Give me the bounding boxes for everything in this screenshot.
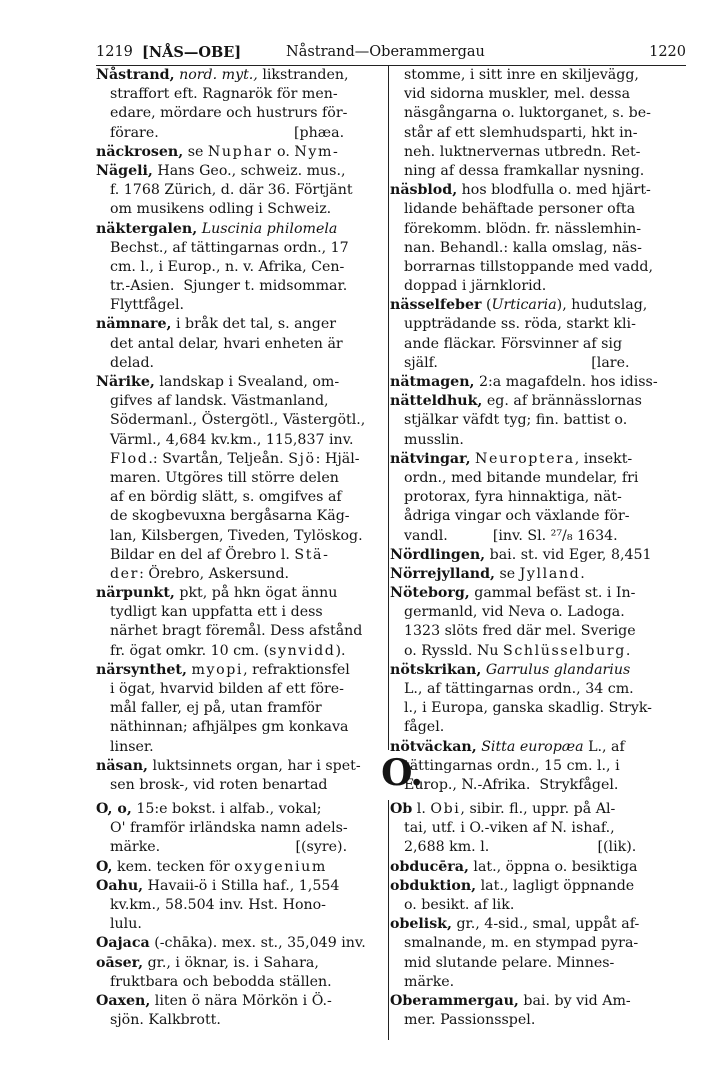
entry-text: stjälkar väfdt tyg; fin. battist o. bbox=[404, 412, 628, 429]
entry-headword: närpunkt, bbox=[96, 585, 175, 602]
entry-text: märke. [(syre). bbox=[110, 839, 348, 856]
entry-text: linser. bbox=[110, 738, 154, 755]
entry-text: lan, Kilsbergen, Tiveden, Tylöskog. bbox=[110, 527, 363, 544]
entry-headword: Oajaca bbox=[96, 935, 150, 952]
entry-spaced: Flod bbox=[110, 450, 149, 467]
entry-text: L., af bbox=[583, 738, 625, 755]
column-2 bbox=[390, 66, 686, 795]
entry-headword-line bbox=[96, 661, 386, 680]
entry-headword: O, o, bbox=[96, 801, 132, 817]
entry-text: smalnande, m. en stympad pyra- bbox=[404, 935, 639, 952]
entry-text: likstranden, bbox=[257, 67, 349, 83]
entry-headword: Oaxen, bbox=[96, 992, 151, 1009]
entry-text: o. Ryssld. Nu bbox=[404, 642, 504, 659]
entry-headword: Nåstrand, bbox=[96, 67, 175, 83]
entry-text: Havaii-ö i Stilla haf., 1,554 bbox=[143, 877, 340, 894]
entry-spaced: oxygenium bbox=[234, 858, 327, 875]
entry-text: fr. ögat omkr. 10 cm. ( bbox=[110, 642, 270, 659]
entry-text-line bbox=[390, 469, 686, 488]
entry-headword-line bbox=[390, 450, 686, 469]
entry-text-line bbox=[390, 258, 686, 277]
entry-headword-line bbox=[96, 220, 386, 239]
entry-headword: Nörrejylland, bbox=[390, 565, 495, 582]
entry-text: luktsinnets organ, har i spet- bbox=[147, 757, 361, 774]
entry-text: doppad i järnklorid. bbox=[404, 278, 547, 295]
entry-text-line bbox=[96, 200, 386, 219]
entry-text: gr., i öknar, is. i Sahara, bbox=[143, 954, 319, 971]
entry-text: uppträdande ss. röda, starkt kli- bbox=[404, 316, 636, 333]
entry-text-line bbox=[390, 896, 686, 915]
entry-text-line bbox=[96, 335, 386, 354]
entry-text: 2:a magafdeln. hos idiss- bbox=[474, 374, 658, 390]
entry-text-line bbox=[390, 507, 686, 526]
entry-headword-line bbox=[96, 877, 386, 896]
entry-text-line bbox=[390, 776, 686, 795]
entry-text: i ögat, hvarvid bilden af ett före- bbox=[110, 681, 344, 697]
entry-headword-line bbox=[96, 315, 386, 334]
entry-italic: Urticaria bbox=[491, 297, 557, 314]
entry-text-line bbox=[96, 546, 386, 565]
entry-headword-line bbox=[96, 143, 386, 162]
entry-headword: Oberammergau, bbox=[390, 992, 519, 1009]
entry-text: o. besikt. af lik. bbox=[404, 896, 515, 913]
entry-text: protorax, fyra hinnaktiga, nät- bbox=[404, 489, 622, 506]
entry-text-line bbox=[390, 66, 686, 85]
entry-italic: nord. myt., bbox=[179, 67, 258, 83]
entry-text: delad. bbox=[110, 354, 155, 371]
entry-text: o. bbox=[272, 143, 295, 160]
column-divider-bottom bbox=[388, 800, 389, 1040]
entry-text: (-chāka). mex. st., 35,049 inv. bbox=[149, 935, 366, 952]
entry-text-line bbox=[96, 642, 386, 661]
entry-text-line bbox=[96, 819, 386, 838]
entry-headword-line bbox=[390, 858, 686, 877]
entry-text-line bbox=[96, 718, 386, 737]
entry-text-line bbox=[390, 642, 686, 661]
entry-headword: nätteldhuk, bbox=[390, 393, 483, 410]
entry-text: lidande behäftade personer ofta bbox=[404, 201, 636, 218]
entry-text: Hans Geo., schweiz. mus., bbox=[152, 162, 346, 179]
entry-headword: nätvingar, bbox=[390, 450, 471, 467]
entry-text: tydligt kan uppfatta ett i dess bbox=[110, 604, 323, 621]
entry-text: mid slutande pelare. Minnes- bbox=[404, 954, 615, 971]
entry-text: eg. af brännässlornas bbox=[482, 393, 642, 410]
entry-text-line bbox=[96, 85, 386, 104]
entry-text: hos blodfulla o. med hjärt- bbox=[457, 182, 651, 199]
entry-headword-line bbox=[390, 800, 686, 819]
entry-text-line bbox=[96, 622, 386, 641]
entry-headword: näsblod, bbox=[390, 182, 458, 199]
entry-text-line bbox=[96, 527, 386, 546]
entry-text: näthinnan; afhjälpes gm konkava bbox=[110, 719, 349, 736]
entry-text: det antal delar, hvari enheten är bbox=[110, 335, 343, 352]
entry-text: 2,688 km. l. [(lik). bbox=[404, 839, 637, 856]
entry-headword: Närike, bbox=[96, 374, 155, 390]
entry-text: vid sidorna muskler, mel. dessa bbox=[404, 86, 631, 103]
entry-text-line bbox=[96, 973, 386, 992]
entry-text-line bbox=[96, 738, 386, 757]
entry-text: kem. tecken för bbox=[112, 858, 235, 875]
entry-text: , refraktionsfel bbox=[243, 661, 350, 678]
entry-text-line bbox=[96, 239, 386, 258]
entry-headword: nötväckan, bbox=[390, 738, 477, 755]
entry-text-line bbox=[390, 162, 686, 181]
entry-text: näsgångarna o. luktorganet, s. be- bbox=[404, 105, 651, 122]
entry-text: , sibir. fl., uppr. på Al- bbox=[460, 801, 616, 817]
entry-text: lat., lagligt öppnande bbox=[476, 877, 635, 894]
column-1 bbox=[96, 66, 386, 795]
entry-text: står af ett slemhudsparti, hkt in- bbox=[404, 124, 638, 141]
entry-headword-line bbox=[96, 954, 386, 973]
entry-text: tai, utf. i O.-viken af N. ishaf., bbox=[404, 820, 615, 837]
entry-text-line bbox=[96, 277, 386, 296]
entry-headword-line bbox=[96, 373, 386, 392]
entry-text: nan. Behandl.: kalla omslag, näs- bbox=[404, 239, 642, 256]
entry-text: sjön. Kalkbrott. bbox=[110, 1012, 221, 1029]
entry-headword-line bbox=[96, 800, 386, 819]
entry-text: se bbox=[183, 143, 208, 160]
entry-text: Europ., N.-Afrika. Strykfågel. bbox=[404, 776, 619, 793]
entry-italic: Garrulus glandarius bbox=[485, 661, 631, 678]
entry-headword-line bbox=[390, 661, 686, 680]
entry-text-line bbox=[390, 680, 686, 699]
entry-headword-line bbox=[390, 915, 686, 934]
entry-text-line bbox=[390, 622, 686, 641]
entry-text: borrarnas tillstoppande med vadd, bbox=[404, 258, 653, 275]
entry-headword: Ob bbox=[390, 801, 413, 817]
entry-text: själf. [lare. bbox=[404, 354, 630, 371]
entry-text: Värml., 4,684 kv.km., 115,837 inv. bbox=[110, 431, 354, 448]
entry-text: gammal befäst st. i In- bbox=[469, 585, 636, 602]
entry-text-line bbox=[96, 450, 386, 469]
header-range: [NÅS—OBE] bbox=[142, 44, 242, 61]
entry-text-line bbox=[96, 776, 386, 795]
running-title: Nåstrand—Oberammergau bbox=[286, 44, 485, 60]
entry-headword-line bbox=[390, 546, 686, 565]
entry-text: ( bbox=[481, 297, 492, 314]
entry-text-line bbox=[390, 354, 686, 373]
entry-text-line bbox=[390, 335, 686, 354]
entry-text-line bbox=[390, 200, 686, 219]
entry-text-line bbox=[390, 488, 686, 507]
entry-text: , insekt- bbox=[574, 450, 633, 467]
entry-text: l., i Europa, ganska skadlig. Stryk- bbox=[404, 700, 652, 717]
entry-headword: närsynthet, bbox=[96, 661, 187, 678]
entry-text-line bbox=[96, 392, 386, 411]
entry-text: ). bbox=[335, 642, 346, 659]
entry-headword-line bbox=[390, 565, 686, 584]
entry-text: gr., 4-sid., smal, uppåt af- bbox=[451, 916, 640, 933]
entry-spaced: Nuphar bbox=[207, 143, 273, 160]
entry-headword-line bbox=[390, 877, 686, 896]
entry-text-line bbox=[390, 954, 686, 973]
entry-headword: obducēra, bbox=[390, 858, 469, 875]
entry-text: pkt, på hkn ögat ännu bbox=[174, 585, 338, 602]
entry-headword: nässelfeber bbox=[390, 297, 482, 314]
entry-headword: nätmagen, bbox=[390, 374, 475, 390]
entry-text: mål faller, ej på, utan framför bbox=[110, 700, 322, 717]
entry-text-line bbox=[390, 699, 686, 718]
entry-text: neh. luktnervernas utbredn. Ret- bbox=[404, 143, 641, 160]
entry-text: edare, mördare och hustrurs för- bbox=[110, 105, 348, 122]
entry-text: lulu. bbox=[110, 916, 142, 933]
column-divider-top bbox=[388, 66, 389, 750]
page-header bbox=[96, 44, 686, 64]
entry-text-line bbox=[96, 354, 386, 373]
entry-text-line bbox=[390, 220, 686, 239]
entry-spaced: synvidd bbox=[269, 642, 336, 659]
entry-spaced: Jylland bbox=[519, 565, 581, 582]
entry-spaced: Schlüsselburg bbox=[503, 642, 626, 659]
entry-text: ordn., med bitande mundelar, fri bbox=[404, 469, 639, 486]
entry-text: landskap i Svealand, om- bbox=[154, 374, 340, 390]
entry-text-line bbox=[390, 143, 686, 162]
entry-text: musslin. bbox=[404, 431, 464, 448]
entry-text-line bbox=[390, 431, 686, 450]
entry-text: ning af dessa framkallar nysning. bbox=[404, 162, 645, 179]
entry-text-line bbox=[390, 411, 686, 430]
entry-text-line bbox=[96, 603, 386, 622]
entry-headword: obduktion, bbox=[390, 877, 477, 894]
entry-text: Flyttfågel. bbox=[110, 297, 185, 314]
entry-text-line bbox=[96, 699, 386, 718]
entry-text: tr.-Asien. Sjunger t. midsommar. bbox=[110, 278, 348, 295]
entry-text-line bbox=[390, 973, 686, 992]
entry-spaced: der bbox=[110, 565, 140, 582]
entry-headword-line bbox=[96, 934, 386, 953]
entry-text-line bbox=[390, 239, 686, 258]
entry-headword: näsan, bbox=[96, 757, 148, 774]
entry-text-line bbox=[390, 838, 686, 857]
entry-text: mer. Passionsspel. bbox=[404, 1012, 536, 1029]
entry-headword-line bbox=[390, 738, 686, 757]
entry-text: kv.km., 58.504 inv. Hst. Hono- bbox=[110, 896, 326, 913]
entry-spaced: Sjö bbox=[288, 450, 316, 467]
entry-text: : Örebro, Askersund. bbox=[139, 565, 290, 582]
entry-italic: Sitta europæa bbox=[481, 738, 584, 755]
entry-text-line bbox=[96, 411, 386, 430]
entry-text-line bbox=[96, 181, 386, 200]
entry-text: Södermanl., Östergötl., Västergötl., bbox=[110, 412, 366, 429]
entry-headword-line bbox=[390, 392, 686, 411]
page-number-right: 1220 bbox=[649, 44, 686, 60]
entry-headword-line bbox=[390, 296, 686, 315]
entry-headword-line bbox=[96, 162, 386, 181]
entry-headword: näckrosen, bbox=[96, 143, 184, 160]
entry-headword-line bbox=[390, 992, 686, 1011]
entry-text: germanld, vid Neva o. Ladoga. bbox=[404, 604, 625, 621]
entry-text-line bbox=[390, 277, 686, 296]
entry-spaced: Stä- bbox=[294, 546, 330, 563]
column-3 bbox=[96, 800, 386, 1030]
entry-text-line bbox=[96, 124, 386, 143]
entry-text-line bbox=[96, 104, 386, 123]
entry-text: de skogbevuxna bergåsarna Käg- bbox=[110, 508, 350, 525]
entry-text: .: Svartån, Teljeån. bbox=[148, 450, 289, 467]
entry-text-line bbox=[390, 124, 686, 143]
entry-spaced: myopi bbox=[191, 661, 244, 678]
entry-text: lat., öppna o. besiktiga bbox=[468, 858, 638, 875]
entry-headword-line bbox=[96, 992, 386, 1011]
column-4 bbox=[390, 800, 686, 1030]
entry-text: maren. Utgöres till större delen bbox=[110, 469, 339, 486]
entry-text: fågel. bbox=[404, 719, 445, 736]
entry-italic: Luscinia philomela bbox=[201, 220, 338, 237]
entry-text-line bbox=[390, 718, 686, 737]
entry-text-line bbox=[96, 1011, 386, 1030]
entry-text: förekomm. blödn. fr. nässlemhin- bbox=[404, 220, 642, 237]
entry-text: tättingarnas ordn., 15 cm. l., i bbox=[404, 757, 620, 774]
entry-headword-line bbox=[390, 584, 686, 603]
entry-headword: nötskrikan, bbox=[390, 661, 482, 678]
entry-text: Bildar en del af Örebro l. bbox=[110, 546, 295, 563]
entry-headword: oāser, bbox=[96, 954, 144, 971]
entry-headword-line bbox=[390, 373, 686, 392]
entry-text-line bbox=[390, 527, 686, 546]
entry-headword-line bbox=[96, 66, 386, 85]
entry-text: i bråk det tal, s. anger bbox=[171, 316, 337, 333]
entry-text: sen brosk-, vid roten benartad bbox=[110, 776, 328, 793]
entry-text: O' framför irländska namn adels- bbox=[110, 820, 348, 837]
entry-text: fruktbara och bebodda ställen. bbox=[110, 973, 332, 990]
entry-text: bai. by vid Am- bbox=[518, 992, 631, 1009]
entry-text: ådriga vingar och växlande för- bbox=[404, 508, 630, 525]
section-letter: O. bbox=[381, 752, 423, 794]
entry-spaced: Obi bbox=[430, 801, 461, 817]
entry-text-line bbox=[96, 896, 386, 915]
entry-headword: obelisk, bbox=[390, 916, 452, 933]
entry-text-line bbox=[390, 603, 686, 622]
entry-text: stomme, i sitt inre en skiljevägg, bbox=[404, 67, 639, 83]
entry-text-line bbox=[96, 680, 386, 699]
entry-text-line bbox=[390, 1011, 686, 1030]
entry-text: märke. bbox=[404, 973, 455, 990]
entry-text-line bbox=[390, 819, 686, 838]
entry-headword: O, bbox=[96, 858, 113, 875]
entry-text: af en bördig slätt, s. omgifves af bbox=[110, 489, 342, 506]
entry-text: vandl. [inv. Sl. ²⁷/₈ 1634. bbox=[404, 527, 618, 544]
entry-headword: Nägeli, bbox=[96, 162, 153, 179]
entry-text: bai. st. vid Eger, 8,451 bbox=[485, 546, 652, 563]
entry-spaced: Nym- bbox=[294, 143, 340, 160]
entry-text: straffort eft. Ragnarök för men- bbox=[110, 86, 338, 103]
entry-text: ande fläckar. Försvinner af sig bbox=[404, 335, 623, 352]
entry-headword: näktergalen, bbox=[96, 220, 198, 237]
entry-text: . bbox=[625, 642, 631, 659]
entry-text: f. 1768 Zürich, d. där 36. Förtjänt bbox=[110, 182, 353, 199]
entry-headword: Oahu, bbox=[96, 877, 144, 894]
entry-headword: nämnare, bbox=[96, 316, 172, 333]
entry-headword-line bbox=[96, 757, 386, 776]
entry-headword: Nöteborg, bbox=[390, 585, 470, 602]
entry-text: om musikens odling i Schweiz. bbox=[110, 201, 332, 218]
entry-text-line bbox=[96, 507, 386, 526]
entry-text: 1323 slöts fred där mel. Sverige bbox=[404, 623, 636, 640]
entry-text: se bbox=[494, 565, 520, 582]
entry-text-line bbox=[96, 838, 386, 857]
page-number-left: 1219 bbox=[96, 44, 133, 60]
entry-text-line bbox=[96, 488, 386, 507]
entry-text: L., af tättingarnas ordn., 34 cm. bbox=[404, 681, 634, 697]
entry-text: förare. [phæa. bbox=[110, 124, 345, 141]
entry-text-line bbox=[96, 469, 386, 488]
entry-text: Bechst., af tättingarnas ordn., 17 bbox=[110, 239, 349, 256]
entry-spaced: Neuroptera bbox=[475, 450, 575, 467]
entry-text-line bbox=[96, 296, 386, 315]
entry-text: l. bbox=[412, 801, 431, 817]
entry-headword-line bbox=[390, 181, 686, 200]
entry-text-line bbox=[390, 315, 686, 334]
entry-text: . bbox=[580, 565, 585, 582]
entry-text: liten ö nära Mörkön i Ö.- bbox=[150, 992, 332, 1009]
entry-text: ), hudutslag, bbox=[556, 297, 648, 314]
entry-headword-line bbox=[96, 858, 386, 877]
entry-text-line bbox=[390, 934, 686, 953]
entry-text-line bbox=[96, 565, 386, 584]
entry-headword-line bbox=[96, 584, 386, 603]
entry-text: : Hjäl- bbox=[315, 450, 360, 467]
entry-text-line bbox=[96, 258, 386, 277]
entry-text-line bbox=[390, 104, 686, 123]
entry-text-line bbox=[390, 757, 686, 776]
entry-text: cm. l., i Europ., n. v. Afrika, Cen- bbox=[110, 258, 345, 275]
entry-text-line bbox=[390, 85, 686, 104]
entry-text-line bbox=[96, 915, 386, 934]
entry-text: gifves af landsk. Västmanland, bbox=[110, 393, 329, 410]
entry-text: 15:e bokst. i alfab., vokal; bbox=[131, 801, 322, 817]
entry-headword: Nördlingen, bbox=[390, 546, 486, 563]
entry-text-line bbox=[96, 431, 386, 450]
entry-text: närhet bragt föremål. Dess afstånd bbox=[110, 623, 363, 640]
